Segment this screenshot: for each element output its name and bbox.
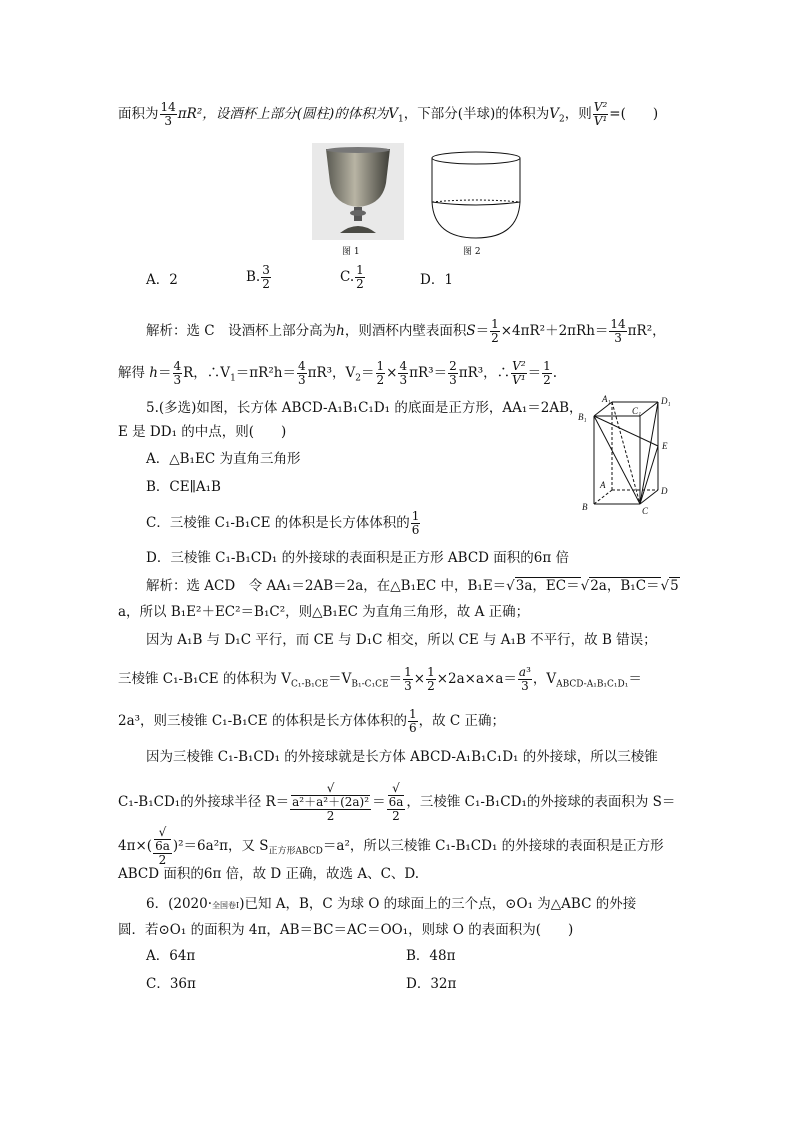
q6-option-c: C．36π (146, 976, 196, 992)
label-B1: B₁ (578, 412, 587, 422)
q5-solution-line1: 解析：选 ACD 令 AA₁＝2AB＝2a，在△B₁EC 中，B₁E＝√3a，EC＝√2a，B₁C＝√5 (146, 578, 679, 594)
q6-option-d: D．32π (406, 976, 457, 992)
label-B: B (582, 502, 588, 512)
label-A: A (600, 480, 606, 490)
q5-solution-line4: 三棱锥 C₁-B₁CE 的体积为 $V_{C_1-B_1CE}=V_{B_1-C_1CE}=$ $\frac{1}{3}$ × $\frac{1}{2}$ ×2a×a×a＝ $\frac{\text{a³}}{3}$ ，$V_{ABCD-A_1B_1C_1D_1}=$ (118, 665, 642, 693)
q4-option-d: D．1 (420, 272, 453, 288)
q5-solution-line3: 因为 A₁B 与 D₁C 平行，而 CE 与 D₁C 相交，所以 CE 与 A₁B 不平行，故 B 错误； (146, 632, 657, 648)
q5-stem-line2: E 是 DD₁ 的中点，则( ) (118, 424, 287, 440)
q5-solution-line9: ABCD 面积的6π 倍，故 D 正确，故选 A、C、D. (118, 866, 420, 882)
label-C: C (642, 506, 649, 516)
label-C1: C₁ (632, 406, 642, 416)
cylinder-hemisphere-figure (428, 150, 524, 242)
label-D: D (661, 486, 668, 496)
label-A1: A₁ (602, 394, 611, 404)
cuboid-figure (574, 394, 682, 516)
q5-solution-line7: C₁-B₁CD₁的外接球半径 R＝ √ a²＋a²＋(2a)² 2 ＝ √ 6a 2 ，三棱锥 C₁-B₁CD₁的外接球的表面积为 S＝ (118, 781, 676, 823)
q5-solution-line6: 因为三棱锥 C₁-B₁CD₁ 的外接球就是长方体 ABCD-A₁B₁C₁D₁ 的外接球，所以三棱锥 (146, 749, 658, 765)
q4-stem: 面积为 $\frac{14}{3}$ πR²，设酒杯上部分(圆柱)的体积为$V_1$，下部分(半球)的体积为$V_2$，则 $\frac{\text{V²}}{\text{V¹}}$ =( ) (118, 100, 659, 128)
q5-option-c: C．三棱锥 C₁-B₁CE 的体积是长方体体积的 $\frac{1}{6}$ (146, 509, 420, 537)
q4-option-a: A．2 (146, 272, 178, 288)
label-E: E (662, 441, 668, 451)
q6-stem-line2: 圆．若⊙O₁ 的面积为 4π，AB＝BC＝AC＝OO₁，则球 O 的表面积为( ) (118, 922, 574, 938)
figure1-caption: 图 1 (342, 247, 360, 257)
q6-option-a: A．64π (146, 948, 196, 964)
goblet-photo (312, 143, 404, 240)
q5-option-d: D．三棱锥 C₁-B₁CD₁ 的外接球的表面积是正方形 ABCD 面积的6π 倍 (146, 550, 570, 566)
q5-stem-line1: 5.(多选)如图，长方体 ABCD-A₁B₁C₁D₁ 的底面是正方形，AA₁＝2AB， (146, 400, 583, 416)
figure2-caption: 图 2 (463, 247, 481, 257)
q4-solution-line2: 解得 h＝ $\frac{4}{3}$ R，$\therefore V_1=\pi R^2h=$ $\frac{4}{3}$ πR³，$V_2=$ $\frac{1}{2}$ × $\frac{4}{3}$ πR³＝ $\frac{2}{3}$ πR³，∴ $\frac{\text{V²}}{\text{V¹}}$ ＝ $\frac{1}{2}$ . (118, 359, 558, 387)
q4-option-b: B. $\frac{3}{2}$ (246, 263, 270, 291)
q6-option-b: B．48π (406, 948, 456, 964)
q5-solution-line5: 2a³，则三棱锥 C₁-B₁CE 的体积是长方体体积的 $\frac{1}{6}$ ，故 C 正确； (118, 707, 506, 735)
q4-solution-line1: 解析：选 C 设酒杯上部分高为h，则酒杯内壁表面积S＝ $\frac{1}{2}$ ×4πR²＋2πRh＝ $\frac{14}{3}$ πR²， (146, 317, 666, 345)
label-D1: D₁ (661, 396, 671, 406)
q4-option-c: C. $\frac{1}{2}$ (340, 263, 364, 291)
q5-option-b: B．CE∥A₁B (146, 479, 221, 495)
q5-option-a: A．△B₁EC 为直角三角形 (146, 451, 301, 467)
q6-stem-line1: 6．(2020·全国卷Ⅰ)已知 A，B，C 为球 O 的球面上的三个点，⊙O₁ 为△ABC 的外接 (146, 896, 637, 912)
q5-solution-line8: 4π×( √ 6a 2 )²＝6a²π，又 $S_{正方形ABCD}=a^2$，所以三棱锥 C₁-B₁CD₁ 的外接球的表面积是正方形 (118, 825, 664, 867)
q5-solution-line2: a，所以 B₁E²＋EC²＝B₁C²，则△B₁EC 为直角三角形，故 A 正确； (118, 604, 530, 620)
